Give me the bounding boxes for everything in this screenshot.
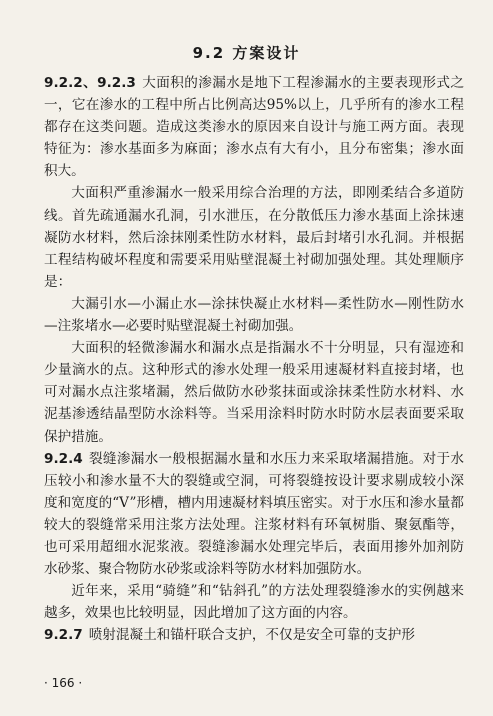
paragraph [44, 580, 464, 624]
body-text [44, 72, 464, 646]
page-number: · 166 · [44, 676, 83, 690]
paragraph [44, 293, 464, 337]
paragraph-text: 大面积的渗漏水是地下工程渗漏水的主要表现形式之一，它在渗水的工程中所占比例高达95%以上，几乎所有的渗水工程都存在这类问题。造成这类渗水的原因来自设计与施工两方面。表现特征为：渗水基面多为麻面；渗水点有大有小，且分布密集；渗水面积大。 [44, 75, 464, 180]
paragraph-text: 裂缝渗漏水一般根据漏水量和水压力来采取堵漏措施。对于水压较小和渗水量不大的裂缝或空洞，可将裂缝按设计要求剔成较小深度和宽度的“V”形槽，槽内用速凝材料填压密实。对于水压和渗水量都较大的裂缝常采用注浆方法处理。注浆材料有环氧树脂、聚氨酯等，也可采用超细水泥浆液。裂缝渗漏水处理完毕后，表面用掺外加剂防水砂浆、聚合物防水砂浆或涂料等防水材料加强防水。 [44, 450, 464, 578]
section-number: 9.2.4 [44, 450, 83, 467]
paragraph-text: 近年来，采用“骑缝”和“钻斜孔”的方法处理裂缝渗水的实例越来越多，效果也比较明显，因此增加了这方面的内容。 [44, 583, 464, 622]
paragraph-text: 喷射混凝土和锚杆联合支护，不仅是安全可靠的支护形 [88, 627, 415, 644]
section-title: 9.2 方案设计 [192, 44, 301, 62]
paragraph-9-2-4 [44, 448, 464, 581]
paragraph-text: 大面积的轻微渗漏水和漏水点是指漏水不十分明显，只有湿迹和少量滴水的点。这种形式的渗水处理一般采用速凝材料直接封堵，也可对漏水点注浆堵漏，然后做防水砂浆抹面或涂抹柔性防水材料、水泥基渗透结晶型防水涂料等。当采用涂料时防水时防水层表面要采取保护措施。 [44, 340, 464, 445]
paragraph-9-2-7 [44, 624, 464, 646]
paragraph-text: 大漏引水—小漏止水—涂抹快凝止水材料—柔性防水—刚性防水—注浆堵水—必要时贴壁混凝土衬砌加强。 [44, 295, 464, 335]
paragraph-9-2-2 [44, 72, 464, 182]
paragraph-text: 大面积严重渗漏水一般采用综合治理的方法，即刚柔结合多道防线。首先疏通漏水孔洞，引水泄压，在分散低压力渗水基面上涂抹速凝防水材料，然后涂抹刚柔性防水材料，最后封堵引水孔洞。并根据工程结构破坏程度和需要采用贴壁混凝土衬砌加强处理。其处理顺序是： [44, 185, 464, 290]
paragraph [44, 182, 464, 292]
section-number: 9.2.2、9.2.3 [44, 75, 136, 91]
paragraph [44, 337, 464, 447]
section-number: 9.2.7 [44, 627, 83, 644]
